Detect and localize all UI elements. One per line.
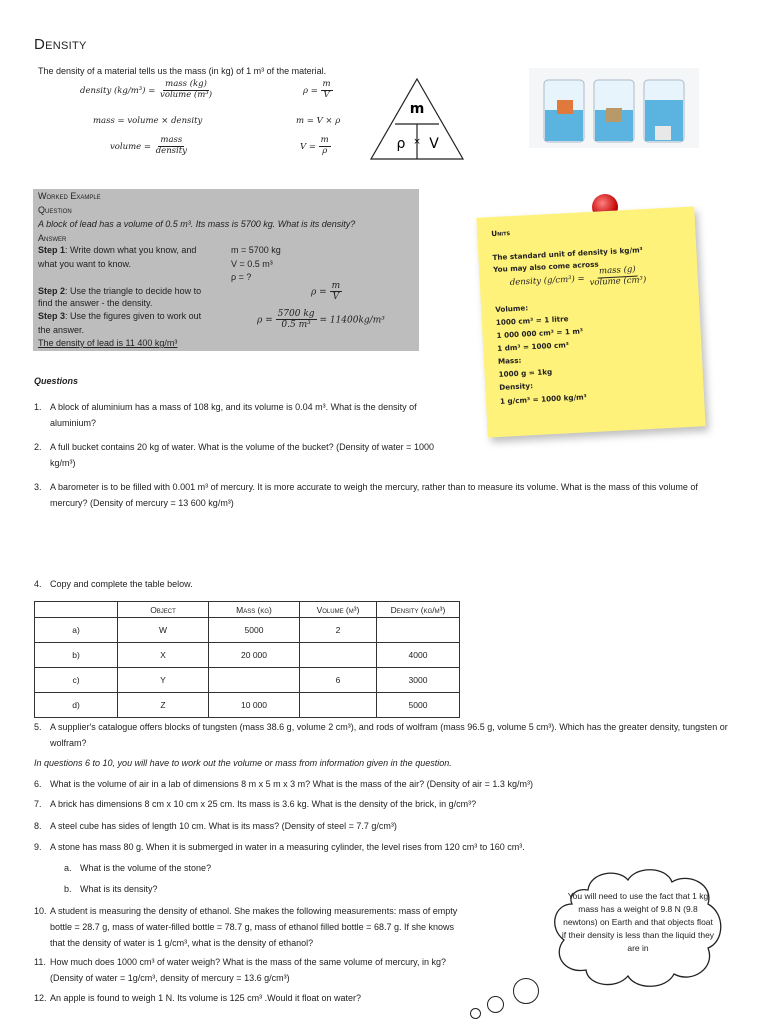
question-11: 11. How much does 1000 cm³ of water weigh? What is the mass of the same volume of mercury, in kg? (Density of water = 1g/cm³, density of mercury = 13.6 g/cm³): [34, 957, 446, 983]
note-line: Mass:: [497, 355, 522, 366]
v-formula: V = $\frac{m}{\rho}$: [300, 135, 329, 156]
known-mass: m = 5700 kg: [231, 245, 281, 255]
known-density: ρ = ?: [231, 272, 252, 282]
table-cell: [377, 618, 460, 643]
table-cell: 10 000: [209, 693, 300, 718]
note-line: 1 g/cm³ = 1000 kg/m³: [499, 392, 588, 406]
table-row: [35, 618, 460, 643]
formula-triangle: [368, 76, 466, 162]
triangle-m: m: [409, 101, 425, 117]
beaker-1: [544, 80, 584, 142]
table-cell: W: [118, 618, 209, 643]
question-4: 4. Copy and complete the table below.: [34, 579, 193, 589]
table-cell: X: [118, 643, 209, 668]
answer-label: Answer: [38, 233, 67, 243]
table-cell: 4000: [377, 643, 460, 668]
worked-heading: Worked Example: [38, 191, 101, 201]
table-cell: Z: [118, 693, 209, 718]
table-cell: [300, 643, 377, 668]
beakers-image: [529, 68, 699, 148]
question-9a: a. What is the volume of the stone?: [64, 863, 212, 873]
table-cell: c): [35, 668, 118, 693]
rho-formula: ρ = $\frac{m}{V}$: [303, 79, 331, 100]
units-heading: Units: [491, 228, 511, 239]
cloud-hint-text: You will need to use the fact that 1 kg mass has a weight of 9.8 N (9.8 newtons) on Earth and that objects float if their density is less than the liquid they are in: [561, 891, 715, 953]
step1-text: Step 1: Write down what you know, and: [38, 245, 197, 255]
question-2: 2. A full bucket contains 20 kg of water. What is the volume of the bucket? (Density of water = 1000 kg/m³): [34, 442, 434, 468]
table-cell: 2: [300, 618, 377, 643]
step2-text: Step 2: Use the triangle to decide how to: [38, 286, 202, 296]
table-row: [35, 668, 460, 693]
question-7: 7. A brick has dimensions 8 cm x 10 cm x 25 cm. Its mass is 3.6 kg. What is the density of the brick, in g/cm³?: [34, 799, 477, 809]
note-line: Density:: [499, 381, 534, 392]
step3-text: Step 3: Use the figures given to work out: [38, 311, 202, 321]
beaker-3: [644, 80, 684, 142]
note-line: 1 dm³ = 1000 cm³: [497, 340, 570, 353]
note-line: Volume:: [494, 303, 529, 314]
question-12: 12. An apple is found to weigh 1 N. Its volume is 125 cm³ .Would it float on water?: [34, 993, 361, 1003]
note-line: 1 000 000 cm³ = 1 m³: [496, 326, 584, 340]
note-line: You may also come across: [492, 259, 599, 275]
intro-text: The density of a material tells us the mass (in kg) of 1 m³ of the material.: [38, 66, 327, 76]
table-header: [35, 602, 118, 618]
question-1: 1. A block of aluminium has a mass of 108 kg, and its volume is 0.04 m³. What is the density of aluminium?: [34, 402, 417, 428]
question-label: Question: [38, 205, 72, 215]
note-line: 1000 cm³ = 1 litre: [495, 314, 569, 327]
table-cell: 5000: [209, 618, 300, 643]
step1-text-b: what you want to know.: [38, 259, 132, 269]
beaker-2: [594, 80, 634, 142]
question-9b: b. What is its density?: [64, 884, 158, 894]
question-3: 3. A barometer is to be filled with 0.001 m³ of mercury. It is more accurate to weigh the mercury, rather than to measure its volume. What is the mass of this volume of mercury? (Density of mercury = 13 600 kg/m³): [34, 482, 698, 508]
table-cell: 20 000: [209, 643, 300, 668]
question-8: 8. A steel cube has sides of length 10 cm. What is its mass? (Density of steel = 7.7 g/cm³): [34, 821, 397, 831]
density-table: [34, 601, 460, 718]
table-header-row: [35, 602, 460, 618]
table-header: Mass (kg): [209, 602, 300, 618]
table-cell: [209, 668, 300, 693]
table-cell: b): [35, 643, 118, 668]
instructions-6-10: In questions 6 to 10, you will have to work out the volume or mass from information given in the question.: [34, 758, 452, 768]
table-cell: a): [35, 618, 118, 643]
questions-heading: Questions: [34, 376, 79, 386]
known-volume: V = 0.5 m³: [231, 259, 273, 269]
worked-conclusion: The density of lead is 11 400 kg/m³: [38, 338, 178, 348]
rho-triangle-result: ρ = $\frac{m}{V}$: [311, 281, 341, 303]
table-header: Object: [118, 602, 209, 618]
step3-text-b: the answer.: [38, 325, 85, 335]
question-6: 6. What is the volume of air in a lab of dimensions 8 m x 5 m x 3 m? What is the mass of the air? (Density of air = 1.3 kg/m³): [34, 779, 533, 789]
note-line: The standard unit of density is kg/m³: [492, 245, 643, 263]
calculation: ρ = $\frac{5700 kg}{\text{0.5 m³}}$ = 11400kg/m³: [257, 309, 385, 331]
step2-text-b: find the answer - the density.: [38, 298, 153, 308]
table-cell: 3000: [377, 668, 460, 693]
table-header: Density (kg/m³): [377, 602, 460, 618]
table-cell: 5000: [377, 693, 460, 718]
density-formula: density (kg/m³) = $\frac{\text{mass (kg)}}{\text{volume (m³)}}$: [80, 79, 213, 100]
thought-bubble: [487, 996, 504, 1013]
table-row: [35, 693, 460, 718]
thought-bubble: [513, 978, 539, 1004]
table-cell: Y: [118, 668, 209, 693]
table-cell: 6: [300, 668, 377, 693]
triangle-times: ×: [413, 137, 421, 147]
table-cell: [300, 693, 377, 718]
table-header: Volume (m³): [300, 602, 377, 618]
m-formula: m = V × ρ: [296, 116, 341, 126]
question-9: 9. A stone has mass 80 g. When it is submerged in water in a measuring cylinder, the level rises from 120 cm³ to 160 cm³.: [34, 842, 525, 852]
question-10: 10. A student is measuring the density of ethanol. She makes the following measurements: mass of empty bottle = 28.7 g, mass of water-filled bottle = 78.7 g, mass of ethanol filled bottle = 68.7 g. If she knows that the density of water is 1 g/cm³, what is the density of ethanol?: [34, 906, 458, 948]
table-cell: d): [35, 693, 118, 718]
note-formula: density (g/cm³) = $\frac{\text{mass (g)}}{\text{volume (cm³)}}$: [509, 264, 647, 288]
question-5: 5. A supplier's catalogue offers blocks of tungsten (mass 38.6 g, volume 2 cm³), and rods of wolfram (mass 96.5 g, volume 5 cm³). Which has the greater density, tungsten or wolfram?: [34, 722, 728, 748]
triangle-rho: ρ: [396, 136, 406, 152]
units-sticky-note: [476, 206, 705, 437]
mass-formula: mass = volume × density: [93, 116, 203, 126]
volume-formula: volume = $\frac{\text{mass}}{\text{density}}$: [110, 135, 187, 156]
worked-example-box: [33, 189, 419, 351]
note-line: 1000 g = 1kg: [498, 367, 553, 379]
worked-question: A block of lead has a volume of 0.5 m³. Its mass is 5700 kg. What is its density?: [38, 219, 356, 229]
table-row: [35, 643, 460, 668]
page-title: Density: [34, 36, 87, 53]
triangle-v: V: [429, 136, 439, 152]
thought-bubble: [470, 1008, 481, 1019]
